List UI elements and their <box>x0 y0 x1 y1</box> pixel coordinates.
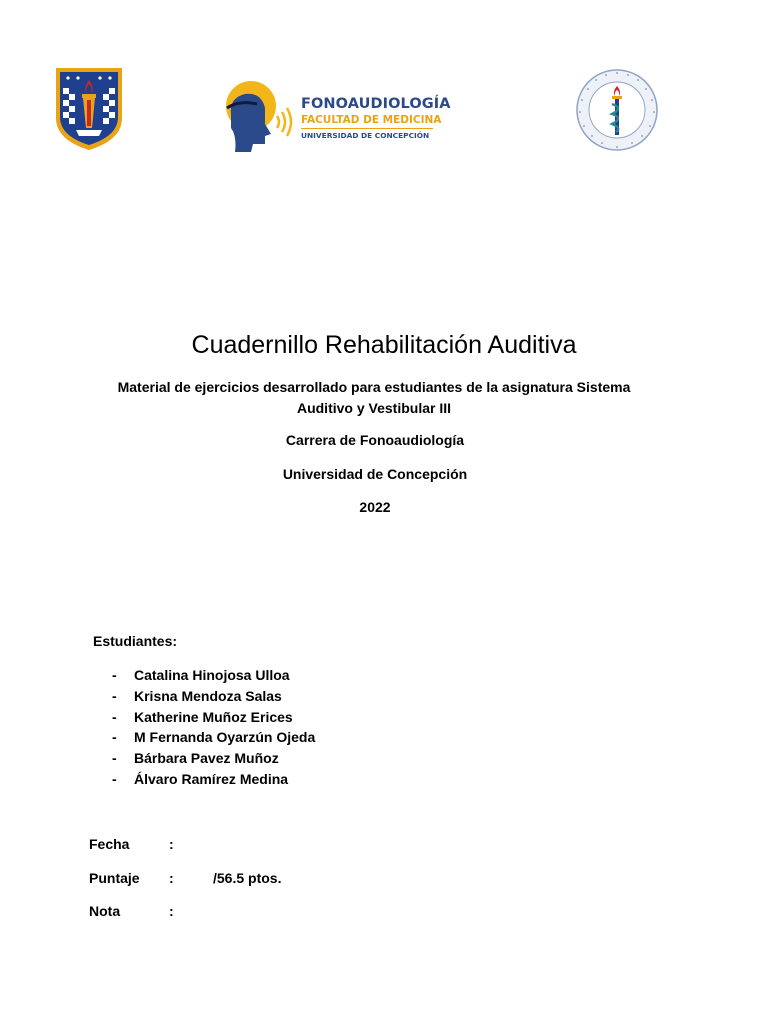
fecha-separator: : <box>169 836 174 852</box>
student-name: M Fernanda Oyarzún Ojeda <box>134 729 316 746</box>
student-item <box>112 707 315 728</box>
list-bullet: - <box>112 667 117 683</box>
subtitle-line-2: Auditivo y Vestibular III <box>296 400 452 416</box>
head-sound-icon <box>221 78 301 156</box>
student-item <box>112 727 315 748</box>
student-name: Álvaro Ramírez Medina <box>134 770 289 787</box>
nota-label: Nota <box>89 903 121 919</box>
puntaje-value: /56.5 ptos. <box>213 870 282 886</box>
student-item <box>112 769 315 790</box>
nota-separator: : <box>169 903 174 919</box>
student-name: Katherine Muñoz Erices <box>134 708 293 725</box>
document-subtitle <box>94 377 654 419</box>
faculty-medicine-seal-logo <box>576 68 658 152</box>
university-line: Universidad de Concepción <box>282 466 468 482</box>
career-line: Carrera de Fonoaudiología <box>285 432 465 448</box>
student-name: Bárbara Pavez Muñoz <box>134 750 279 767</box>
university-shield-logo <box>54 66 124 152</box>
student-name: Catalina Hinojosa Ulloa <box>134 667 290 683</box>
fono-logo-title: FONOAUDIOLOGÍA <box>301 96 451 112</box>
list-bullet: - <box>112 687 117 704</box>
puntaje-separator: : <box>169 870 174 886</box>
fecha-label: Fecha <box>89 836 130 852</box>
students-heading: Estudiantes: <box>93 633 178 649</box>
student-list <box>112 665 315 790</box>
student-name: Krisna Mendoza Salas <box>134 687 282 704</box>
fonoaudiologia-logo <box>221 78 451 156</box>
list-bullet: - <box>112 729 117 746</box>
student-item <box>112 665 315 686</box>
puntaje-label: Puntaje <box>89 870 140 886</box>
fono-logo-institution: UNIVERSIDAD DE CONCEPCIÓN <box>301 131 430 140</box>
document-title: Cuadernillo Rehabilitación Auditiva <box>191 331 577 359</box>
student-item <box>112 686 315 707</box>
student-item <box>112 748 315 769</box>
year-line: 2022 <box>359 499 391 515</box>
fono-logo-divider <box>301 128 433 129</box>
list-bullet: - <box>112 708 117 725</box>
subtitle-line-1: Material de ejercicios desarrollado para estudiantes de la asignatura Sistema <box>117 379 631 395</box>
list-bullet: - <box>112 770 117 787</box>
list-bullet: - <box>112 750 117 767</box>
fono-logo-subtitle: FACULTAD DE MEDICINA <box>301 114 442 126</box>
